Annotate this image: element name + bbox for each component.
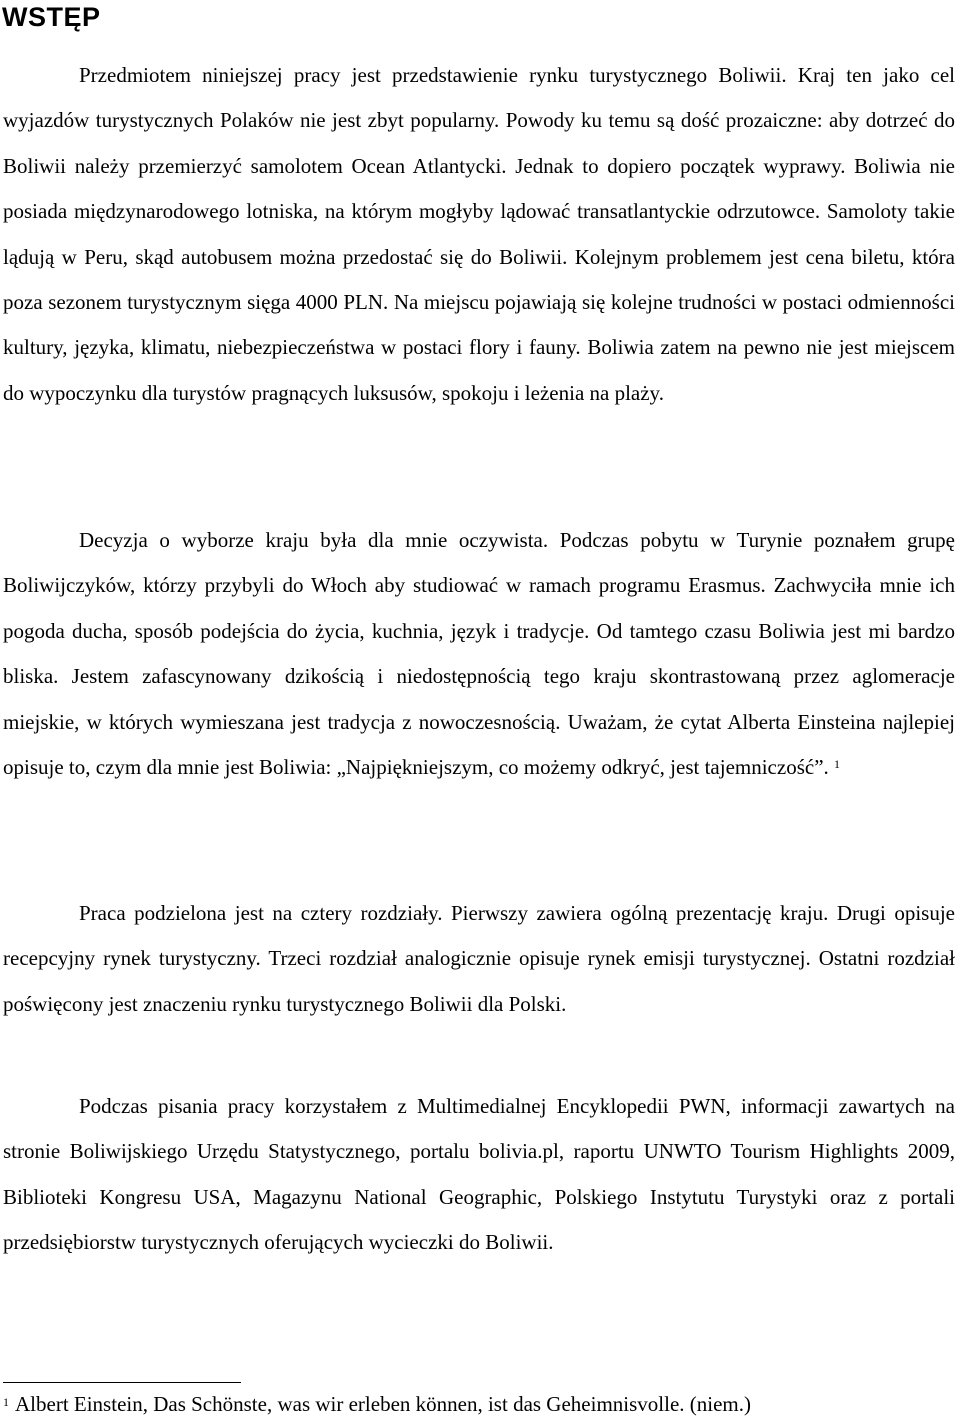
- paragraph-motivation: [3, 518, 955, 790]
- page-title: WSTĘP: [2, 2, 101, 32]
- footnote-text: Albert Einstein, Das Schönste, was wir erleben können, ist das Geheimnisvolle. (niem.): [15, 1392, 752, 1416]
- paragraph-structure-text: Praca podzielona jest na cztery rozdziały. Pierwszy zawiera ogólną prezentację kraju. Drugi opisuje recepcyjny rynek turystyczny. Trzeci rozdział analogicznie opisuje rynek emisji turystycznej. Ostatni rozdział poświęcony jest znaczeniu rynku turystycznego Boliwii dla Polski.: [3, 901, 955, 1016]
- footnote-reference[interactable]: 1: [834, 757, 841, 772]
- paragraph-structure: [3, 891, 955, 1027]
- paragraph-intro: [3, 53, 955, 416]
- paragraph-motivation-text: Decyzja o wyborze kraju była dla mnie oczywista. Podczas pobytu w Turynie poznałem grupę Boliwijczyków, którzy przybyli do Włoch aby studiować w ramach programu Erasmus. Zachwyciła mnie ich pogoda ducha, sposób podejścia do życia, kuchnia, język i tradycje. Od tamtego czasu Boliwia jest mi bardzo bliska. Jestem zafascynowany dzikością i niedostępnością tego kraju skontrastowaną przez aglomeracje miejskie, w których wymieszana jest tradycja z nowoczesnością. Uważam, że cytat Alberta Einsteina najlepiej opisuje to, czym dla mnie jest Boliwia: „Najpiękniejszym, co możemy odkryć, jest tajemniczość”.: [3, 528, 955, 780]
- paragraph-intro-text: Przedmiotem niniejszej pracy jest przedstawienie rynku turystycznego Boliwii. Kraj ten jako cel wyjazdów turystycznych Polaków nie jest zbyt popularny. Powody ku temu są dość prozaiczne: aby dotrzeć do Boliwii należy przemierzyć samolotem Ocean Atlantycki. Jednak to dopiero początek wyprawy. Boliwia nie posiada międzynarodowego lotniska, na którym mogłyby lądować transatlantyckie odrzutowce. Samoloty takie lądują w Peru, skąd autobusem można przedostać się do Boliwii. Kolejnym problemem jest cena biletu, która poza sezonem turystycznym sięga 4000 PLN. Na miejscu pojawiają się kolejne trudności w postaci odmienności kultury, języka, klimatu, niebezpieczeństwa w postaci flory i fauny. Boliwia zatem na pewno nie jest miejscem do wypoczynku dla turystów pragnących luksusów, spokoju i leżenia na plaży.: [3, 63, 955, 405]
- footnote-number: 1: [3, 1395, 9, 1409]
- paragraph-sources-text: Podczas pisania pracy korzystałem z Multimedialnej Encyklopedii PWN, informacji zawartych na stronie Boliwijskiego Urzędu Statystycznego, portalu bolivia.pl, raportu UNWTO Tourism Highlights 2009, Biblioteki Kongresu USA, Magazynu National Geographic, Polskiego Instytutu Turystyki oraz z portali przedsiębiorstw turystycznych oferujących wycieczki do Boliwii.: [3, 1094, 955, 1255]
- paragraph-sources: [3, 1084, 955, 1266]
- footnote: [3, 1390, 955, 1418]
- footnote-divider: [3, 1382, 241, 1383]
